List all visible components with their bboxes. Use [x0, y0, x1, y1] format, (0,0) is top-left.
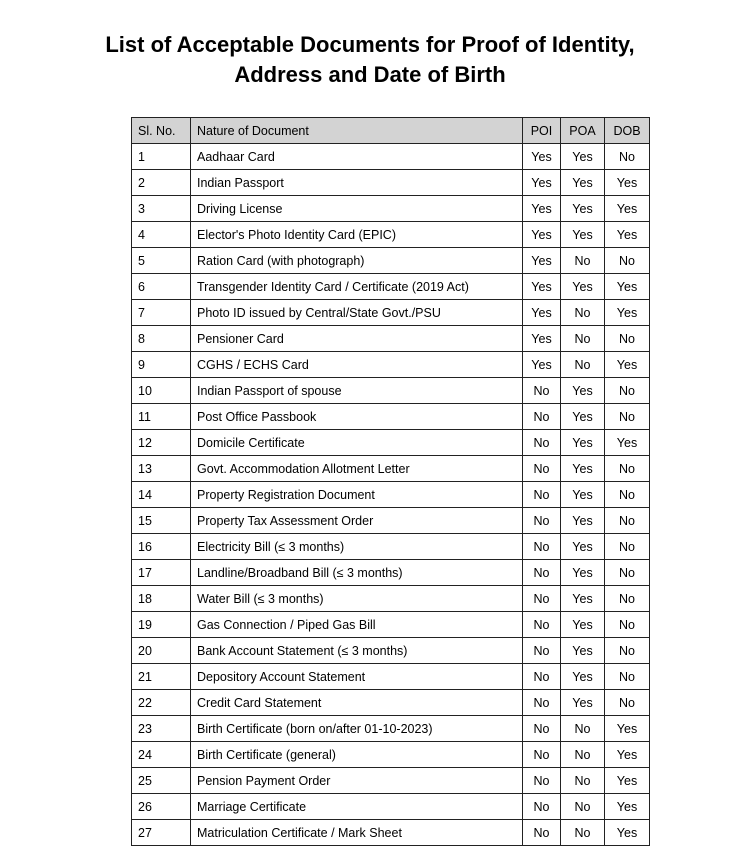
- cell-sl-no: 2: [132, 170, 191, 196]
- cell-poi: No: [523, 404, 561, 430]
- cell-dob: Yes: [605, 820, 650, 846]
- cell-dob: No: [605, 508, 650, 534]
- cell-poa: Yes: [561, 170, 605, 196]
- table-row: [132, 482, 650, 508]
- cell-poa: No: [561, 300, 605, 326]
- cell-document-name: Birth Certificate (general): [191, 742, 523, 768]
- cell-document-name: Indian Passport: [191, 170, 523, 196]
- table-row: [132, 534, 650, 560]
- cell-document-name: Property Tax Assessment Order: [191, 508, 523, 534]
- cell-poi: Yes: [523, 352, 561, 378]
- cell-poi: No: [523, 534, 561, 560]
- cell-document-name: Birth Certificate (born on/after 01-10-2023): [191, 716, 523, 742]
- cell-sl-no: 1: [132, 144, 191, 170]
- cell-poi: Yes: [523, 222, 561, 248]
- cell-dob: No: [605, 534, 650, 560]
- cell-poa: Yes: [561, 612, 605, 638]
- table-row: [132, 456, 650, 482]
- cell-poi: Yes: [523, 196, 561, 222]
- table-row: [132, 248, 650, 274]
- cell-poa: No: [561, 248, 605, 274]
- cell-poi: No: [523, 456, 561, 482]
- cell-poa: Yes: [561, 534, 605, 560]
- cell-document-name: Gas Connection / Piped Gas Bill: [191, 612, 523, 638]
- cell-sl-no: 23: [132, 716, 191, 742]
- header-poa: POA: [561, 118, 605, 144]
- cell-document-name: Pension Payment Order: [191, 768, 523, 794]
- cell-poa: Yes: [561, 560, 605, 586]
- cell-poi: No: [523, 820, 561, 846]
- page-title-line-1: List of Acceptable Documents for Proof of Identity,: [105, 32, 635, 57]
- table-row: [132, 378, 650, 404]
- cell-document-name: Elector's Photo Identity Card (EPIC): [191, 222, 523, 248]
- cell-poi: Yes: [523, 274, 561, 300]
- cell-sl-no: 9: [132, 352, 191, 378]
- header-poi: POI: [523, 118, 561, 144]
- cell-sl-no: 17: [132, 560, 191, 586]
- cell-document-name: Water Bill (≤ 3 months): [191, 586, 523, 612]
- cell-document-name: Pensioner Card: [191, 326, 523, 352]
- cell-sl-no: 16: [132, 534, 191, 560]
- table-row: [132, 612, 650, 638]
- cell-document-name: Ration Card (with photograph): [191, 248, 523, 274]
- cell-document-name: Electricity Bill (≤ 3 months): [191, 534, 523, 560]
- cell-dob: No: [605, 612, 650, 638]
- cell-poi: No: [523, 586, 561, 612]
- cell-document-name: Bank Account Statement (≤ 3 months): [191, 638, 523, 664]
- cell-poi: No: [523, 742, 561, 768]
- cell-poa: Yes: [561, 508, 605, 534]
- cell-document-name: Depository Account Statement: [191, 664, 523, 690]
- cell-poa: No: [561, 742, 605, 768]
- cell-dob: No: [605, 378, 650, 404]
- cell-dob: Yes: [605, 794, 650, 820]
- cell-poa: Yes: [561, 638, 605, 664]
- cell-poi: No: [523, 430, 561, 456]
- cell-dob: Yes: [605, 170, 650, 196]
- cell-sl-no: 19: [132, 612, 191, 638]
- cell-dob: Yes: [605, 768, 650, 794]
- cell-document-name: Photo ID issued by Central/State Govt./PSU: [191, 300, 523, 326]
- cell-dob: Yes: [605, 742, 650, 768]
- cell-dob: Yes: [605, 430, 650, 456]
- cell-sl-no: 6: [132, 274, 191, 300]
- cell-sl-no: 15: [132, 508, 191, 534]
- cell-poi: No: [523, 768, 561, 794]
- cell-document-name: Transgender Identity Card / Certificate (2019 Act): [191, 274, 523, 300]
- table-row: [132, 222, 650, 248]
- cell-sl-no: 4: [132, 222, 191, 248]
- table-row: [132, 430, 650, 456]
- cell-dob: Yes: [605, 352, 650, 378]
- cell-sl-no: 20: [132, 638, 191, 664]
- cell-sl-no: 3: [132, 196, 191, 222]
- table-row: [132, 508, 650, 534]
- cell-poa: Yes: [561, 456, 605, 482]
- table-row: [132, 690, 650, 716]
- cell-dob: No: [605, 248, 650, 274]
- cell-dob: Yes: [605, 716, 650, 742]
- table-row: [132, 820, 650, 846]
- cell-poa: Yes: [561, 222, 605, 248]
- cell-poi: No: [523, 638, 561, 664]
- cell-poa: No: [561, 794, 605, 820]
- cell-poi: No: [523, 482, 561, 508]
- cell-sl-no: 13: [132, 456, 191, 482]
- cell-poi: Yes: [523, 170, 561, 196]
- cell-poa: Yes: [561, 378, 605, 404]
- cell-sl-no: 21: [132, 664, 191, 690]
- header-nature-of-document: Nature of Document: [191, 118, 523, 144]
- cell-document-name: Credit Card Statement: [191, 690, 523, 716]
- cell-poi: No: [523, 508, 561, 534]
- cell-dob: No: [605, 586, 650, 612]
- cell-sl-no: 10: [132, 378, 191, 404]
- cell-sl-no: 14: [132, 482, 191, 508]
- cell-dob: No: [605, 144, 650, 170]
- cell-document-name: Landline/Broadband Bill (≤ 3 months): [191, 560, 523, 586]
- cell-document-name: Matriculation Certificate / Mark Sheet: [191, 820, 523, 846]
- cell-sl-no: 25: [132, 768, 191, 794]
- table-row: [132, 196, 650, 222]
- cell-poa: Yes: [561, 586, 605, 612]
- cell-document-name: Govt. Accommodation Allotment Letter: [191, 456, 523, 482]
- cell-document-name: Property Registration Document: [191, 482, 523, 508]
- cell-poa: Yes: [561, 404, 605, 430]
- cell-poi: Yes: [523, 326, 561, 352]
- cell-dob: No: [605, 404, 650, 430]
- cell-sl-no: 5: [132, 248, 191, 274]
- table-row: [132, 586, 650, 612]
- cell-poa: Yes: [561, 482, 605, 508]
- cell-dob: No: [605, 664, 650, 690]
- cell-dob: Yes: [605, 196, 650, 222]
- table-row: [132, 742, 650, 768]
- cell-document-name: Marriage Certificate: [191, 794, 523, 820]
- table-row: [132, 300, 650, 326]
- cell-poi: No: [523, 690, 561, 716]
- header-dob: DOB: [605, 118, 650, 144]
- table-row: [132, 716, 650, 742]
- cell-poi: Yes: [523, 144, 561, 170]
- cell-poi: Yes: [523, 300, 561, 326]
- cell-dob: No: [605, 482, 650, 508]
- cell-document-name: CGHS / ECHS Card: [191, 352, 523, 378]
- table-row: [132, 326, 650, 352]
- cell-poi: No: [523, 560, 561, 586]
- cell-poa: Yes: [561, 690, 605, 716]
- table-row: [132, 352, 650, 378]
- table-row: [132, 638, 650, 664]
- page-title-line-2: Address and Date of Birth: [234, 62, 506, 87]
- table-row: [132, 560, 650, 586]
- cell-poi: No: [523, 664, 561, 690]
- page-title: [0, 30, 740, 90]
- cell-poi: Yes: [523, 248, 561, 274]
- cell-document-name: Aadhaar Card: [191, 144, 523, 170]
- cell-sl-no: 22: [132, 690, 191, 716]
- cell-poi: No: [523, 716, 561, 742]
- table-row: [132, 768, 650, 794]
- cell-poa: No: [561, 768, 605, 794]
- cell-sl-no: 11: [132, 404, 191, 430]
- cell-poa: No: [561, 820, 605, 846]
- cell-dob: No: [605, 326, 650, 352]
- cell-poa: Yes: [561, 430, 605, 456]
- cell-sl-no: 7: [132, 300, 191, 326]
- documents-table: [131, 117, 650, 846]
- table-row: [132, 664, 650, 690]
- cell-sl-no: 8: [132, 326, 191, 352]
- cell-dob: No: [605, 560, 650, 586]
- cell-document-name: Post Office Passbook: [191, 404, 523, 430]
- cell-dob: No: [605, 690, 650, 716]
- cell-poi: No: [523, 612, 561, 638]
- cell-poa: Yes: [561, 196, 605, 222]
- cell-poa: No: [561, 716, 605, 742]
- cell-poi: No: [523, 794, 561, 820]
- cell-dob: No: [605, 456, 650, 482]
- table-row: [132, 144, 650, 170]
- cell-sl-no: 27: [132, 820, 191, 846]
- cell-dob: No: [605, 638, 650, 664]
- cell-poa: Yes: [561, 274, 605, 300]
- table-row: [132, 274, 650, 300]
- cell-dob: Yes: [605, 274, 650, 300]
- cell-poa: No: [561, 326, 605, 352]
- cell-poa: Yes: [561, 664, 605, 690]
- table-header-row: [132, 118, 650, 144]
- table-row: [132, 794, 650, 820]
- table-row: [132, 404, 650, 430]
- cell-document-name: Indian Passport of spouse: [191, 378, 523, 404]
- header-sl-no: Sl. No.: [132, 118, 191, 144]
- cell-dob: Yes: [605, 300, 650, 326]
- cell-poa: Yes: [561, 144, 605, 170]
- cell-sl-no: 24: [132, 742, 191, 768]
- cell-poa: No: [561, 352, 605, 378]
- cell-poi: No: [523, 378, 561, 404]
- cell-sl-no: 12: [132, 430, 191, 456]
- cell-document-name: Driving License: [191, 196, 523, 222]
- cell-sl-no: 18: [132, 586, 191, 612]
- cell-sl-no: 26: [132, 794, 191, 820]
- table-row: [132, 170, 650, 196]
- cell-dob: Yes: [605, 222, 650, 248]
- cell-document-name: Domicile Certificate: [191, 430, 523, 456]
